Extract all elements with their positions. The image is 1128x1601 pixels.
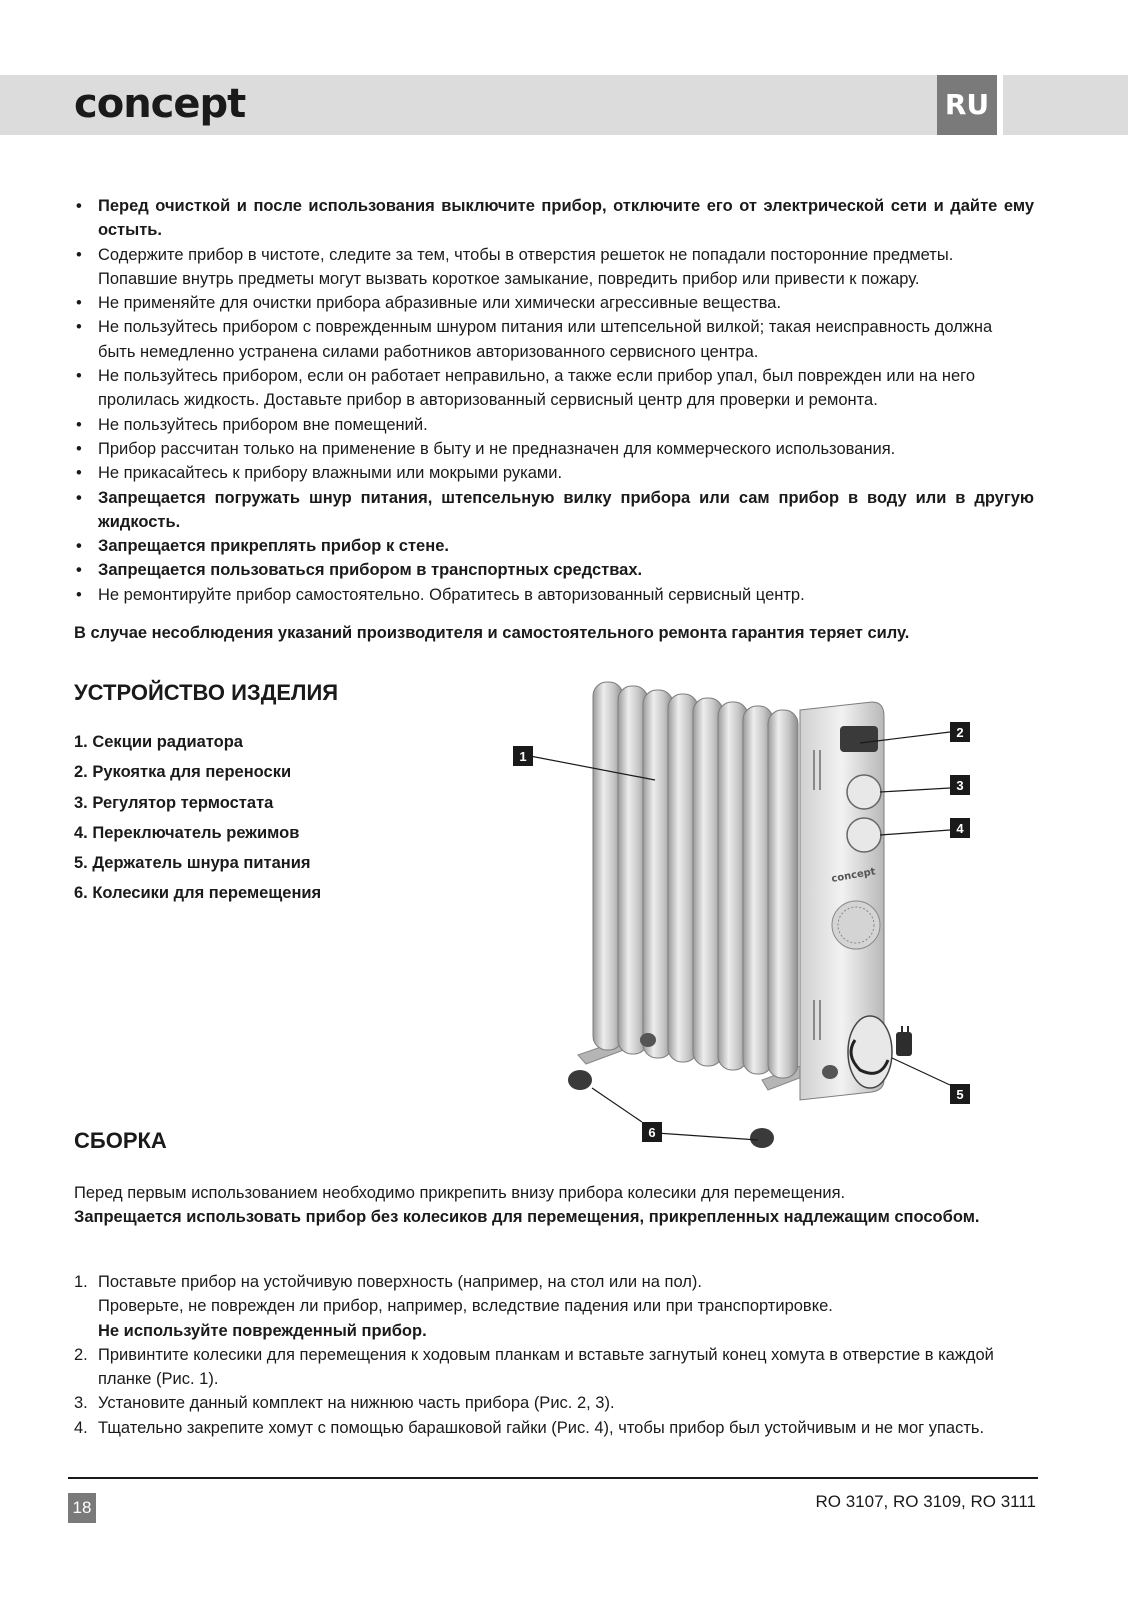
part-item: 5. Держатель шнура питания	[74, 854, 311, 873]
safety-item: • Запрещается пользоваться прибором в транспортных средствах.	[74, 558, 1034, 582]
safety-item: • Перед очисткой и после использования выключите прибор, отключите его от электрической сети и дайте ему остыть.	[74, 194, 1034, 243]
plug-icon	[896, 1032, 912, 1056]
device-section-title: УСТРОЙСТВО ИЗДЕЛИЯ	[74, 680, 339, 705]
callout-1-label: 1	[519, 749, 527, 764]
step-text: Поставьте прибор на устойчивую поверхность (например, на стол или на пол).	[98, 1273, 702, 1291]
safety-instructions-list	[74, 194, 1034, 607]
assembly-steps	[74, 1270, 1034, 1440]
assembly-section-title: СБОРКА	[74, 1128, 167, 1153]
part-item: 3. Регулятор термостата	[74, 793, 274, 812]
parts-list	[74, 727, 321, 909]
part-item: 6. Колесики для перемещения	[74, 884, 322, 903]
callout-6-label: 6	[648, 1125, 656, 1140]
safety-item: • Не применяйте для очистки прибора абразивные или химически агрессивные вещества.	[74, 291, 1034, 315]
callout-3-label: 3	[956, 778, 964, 793]
oil-radiator-illustration	[500, 660, 980, 1170]
product-brand-label: concept	[830, 866, 877, 885]
safety-item: • Запрещается погружать шнур питания, штепсельную вилку прибора или сам прибор в воду или в другую жидкость.	[74, 486, 1034, 535]
step-extra: Проверьте, не поврежден ли прибор, например, вследствие падения или при транспортировке.	[98, 1297, 833, 1316]
safety-item: • Не пользуйтесь прибором вне помещений.	[74, 413, 1034, 437]
callout-2-label: 2	[956, 725, 964, 740]
safety-item: • Содержите прибор в чистоте, следите за тем, чтобы в отверстия решеток не попадали посторонние предметы. Попавшие внутрь предметы могут вызвать короткое замыкание, повредить прибор или привести к пожару.	[74, 243, 1034, 292]
step-number: 2.	[74, 1345, 88, 1364]
step-number: 3.	[74, 1394, 88, 1413]
assembly-step	[74, 1270, 1034, 1343]
footer-divider	[68, 1477, 1038, 1479]
safety-item: • Не прикасайтесь к прибору влажными или мокрыми руками.	[74, 461, 1034, 485]
thermostat-knob	[847, 775, 881, 809]
step-text: Установите данный комплект на нижнюю часть прибора (Рис. 2, 3).	[98, 1394, 615, 1413]
callout-4-label: 4	[956, 821, 964, 836]
safety-item: • Не ремонтируйте прибор самостоятельно. Обратитесь в авторизованный сервисный центр.	[74, 583, 1034, 607]
safety-item: • Прибор рассчитан только на применение в быту и не предназначен для коммерческого использования.	[74, 437, 1034, 461]
step-text: Привинтите колесики для перемещения к ходовым планкам и вставьте загнутый конец хомута в отверстие в каждой планке (Рис. 1).	[98, 1345, 994, 1389]
assembly-intro-text: Перед первым использованием необходимо прикрепить внизу прибора колесики для перемещения.	[74, 1184, 846, 1202]
control-panel	[800, 702, 912, 1100]
step-text: Тщательно закрепите хомут с помощью барашковой гайки (Рис. 4), чтобы прибор был устойчивым и не мог упасть.	[98, 1418, 985, 1437]
part-item: 2. Рукоятка для переноски	[74, 763, 292, 782]
part-item: 4. Переключатель режимов	[74, 823, 300, 842]
part-item: 1. Секции радиатора	[74, 733, 243, 751]
assembly-step	[74, 1391, 1034, 1415]
assembly-warning: Запрещается использовать прибор без колесиков для перемещения, прикрепленных надлежащим способом.	[74, 1208, 980, 1227]
assembly-step	[74, 1343, 1034, 1392]
carry-handle	[840, 726, 878, 752]
safety-item: • Не пользуйтесь прибором с поврежденным шнуром питания или штепсельной вилкой; такая неисправность должна быть немедленно устранена силами работников авторизованного сервисного центра.	[74, 315, 1034, 364]
callout-5-label: 5	[956, 1087, 964, 1102]
cord-holder	[848, 1016, 892, 1088]
page-number: 18	[68, 1493, 96, 1523]
assembly-step	[74, 1416, 1034, 1440]
step-number: 1.	[74, 1273, 88, 1291]
step-extra-warning: Не используйте поврежденный прибор.	[98, 1321, 427, 1340]
radiator-fins	[593, 682, 798, 1078]
safety-item: • Запрещается прикреплять прибор к стене.	[74, 534, 1034, 558]
brand-logo: concept	[74, 81, 246, 127]
language-badge: RU	[937, 75, 997, 135]
safety-item: • Не пользуйтесь прибором, если он работает неправильно, а также если прибор упал, был поврежден или на него пролилась жидкость. Доставьте прибор в авторизованный сервисный центр для проверки и ремонта.	[74, 364, 1034, 413]
header-separator	[997, 75, 1003, 135]
model-numbers: RO 3107, RO 3109, RO 3111	[815, 1492, 1036, 1511]
mode-switch-knob	[847, 818, 881, 852]
step-number: 4.	[74, 1418, 88, 1437]
warranty-note: В случае несоблюдения указаний производителя и самостоятельного ремонта гарантия теряет силу.	[74, 624, 910, 642]
assembly-intro	[74, 1181, 1034, 1230]
